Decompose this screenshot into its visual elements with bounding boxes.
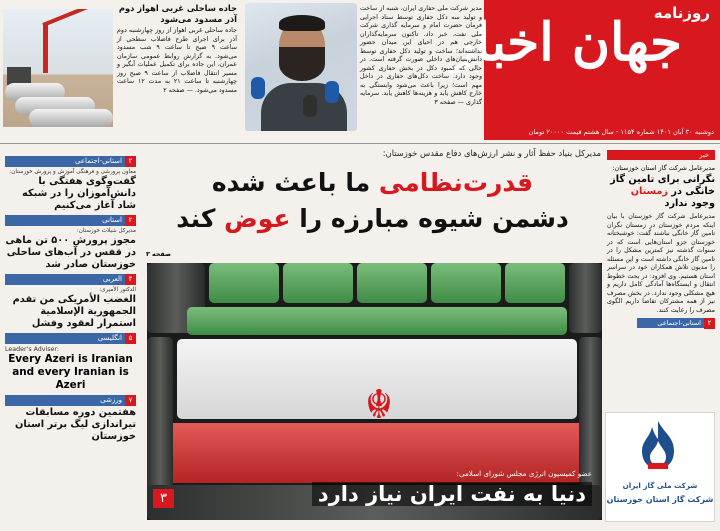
masthead-subtitle: روزنامه (653, 4, 710, 22)
sidebar-headline: هفتمین دوره مسابقات تیراندازی لیگ برتر استان خوزستان (15, 407, 136, 442)
masthead-issue-info: دوشنبه ۳۰ آبان ۱۴۰۱ شماره ۱۱۵۴ - سال هشتم قیمت ۲۰۰۰۰ تومان (528, 128, 714, 136)
right-column-story (607, 150, 715, 522)
sidebar-kicker: Leader's Adviser: (5, 346, 60, 353)
sidebar-item (5, 333, 136, 392)
sidebar-kicker: الدکتور الأمیری: (99, 287, 136, 293)
top-left-headline: جاده ساحلی غربی اهواز دوم آذر مسدود می‌شود (118, 3, 237, 24)
photo-headline: دنیا به نفت ایران نیاز دارد (312, 482, 592, 506)
sidebar-item (5, 215, 136, 271)
lead-headline-line1: قدرت‌نظامی ما باعث شده (211, 168, 534, 197)
photo-kicker: عضو کمیسیون انرژی مجلس شورای اسلامی: (456, 469, 592, 478)
sidebar-item (5, 156, 136, 212)
microphone-icon (325, 81, 339, 103)
lead-story (142, 148, 603, 520)
section-tag: ۲ استانی (5, 215, 136, 226)
sidebar-headline: مجوز پرورش ۵۰۰ تن ماهی در قفس در آب‌های ساحلی خوزستان صادر شد (5, 235, 136, 270)
oil-barrels-photo (147, 263, 602, 520)
iran-emblem-icon: ☬ (364, 382, 394, 428)
sidebar-item (5, 274, 136, 330)
masthead (450, 0, 720, 140)
gas-flame-logo-icon (634, 419, 682, 471)
top-left-text: جاده ساحلی غربی اهواز از روز چهارشنبه دوم آذر برای اجرای طرح فاضلاب سطحی از ساعت ۹ صبح تا ساعت ۹ شب مسدود می‌شود. به گزارش روابط عمومی سازمان عمران، این جاده برای تکمیل عملیات آبگیر و مسیر انتقال فاضلاب از ساعت ۹ صبح روز چهارشنبه تا ساعت ۲۱ به مدت ۱۲ ساعت مسدود می‌شود. — صفحه ۲ (117, 27, 237, 94)
section-tag: ۴ العربی (5, 274, 136, 285)
sidebar-headline: گفت‌وگوی هفتگی با دانش‌آموزان را در شبکه شاد آغاز می‌کنیم (21, 176, 136, 211)
microphone-icon (303, 95, 317, 117)
page-number-badge: ۳ (153, 489, 174, 508)
top-middle-text: مدیر شرکت ملی حفاری ایران، شنبه از ساخت و تولید سه دکل حفاری توسط ستاد اجرایی فرمان حضرت امام و سرمایه گذاری شرکت ملی نفت، خبر داد. تاکنون سرمایه‌گذاران خارجی هم در احیای این میدان حضور نداشته‌اند؛ ساخت و تولید دکل حفاری توسط دانش‌بنیان‌های داخلی صورت گرفته است. در حالی که کمبود دکل در بخش حفاری کشور وجود دارد. ساخت دکل‌های حفاری در داخل مهم است؛ زیرا باعث می‌شود وابستگی به خارج کاهش یابد و هزینه‌ها کاهش یابد. سرمایه گذاری — صفحه ۳ (360, 5, 482, 106)
news-tag: خبر (607, 150, 715, 160)
road-works-photo (3, 9, 113, 127)
section-tag: ۲ استانی-اجتماعی (637, 318, 715, 328)
sidebar-index (5, 153, 136, 523)
section-tag: ۲ استانی-اجتماعی (5, 156, 136, 167)
sidebar-headline: الغضب الأمریکی من تقدم الجمهوریة الإسلامیة استمرار لعقود وفشل (12, 294, 136, 329)
right-headline: نگرانی برای تامین گاز خانگی در زمستان وجود ندارد (610, 174, 715, 209)
gas-company-ad (605, 412, 715, 522)
sidebar-headline: Every Azeri is Iranian and every Iranian is Azeri (8, 353, 133, 391)
section-tag: ۵ انگلیسی (5, 333, 136, 344)
section-tag: ۷ ورزشی (5, 395, 136, 406)
official-photo (245, 3, 357, 131)
microphone-icon (251, 77, 265, 99)
ad-company-name: شرکت ملی گاز ایران (622, 481, 698, 490)
masthead-title: جهان اخبار (450, 12, 682, 73)
divider (0, 143, 720, 144)
lead-kicker: مدیرکل بنیاد حفظ آثار و نشر ارزش‌های دفاع مقدس خوزستان: (382, 148, 601, 158)
lead-headline-line2: دشمن شیوه مبارزه را عوض کند (176, 204, 569, 233)
right-kicker: مدیرعامل شرکت گاز استان خوزستان: (612, 164, 715, 172)
right-body: مدیرعامل شرکت گاز خوزستان با بیان اینکه مردم خوزستان در زمستان نگران تامین گاز خانگی نباشند گفت: خوشبختانه خوزستان جزو استان‌هایی است که در سنوات گذشته نیز کمترین مشکل را در تامین گاز خانگی داشته است و این مسئله را مدیون تلاش همکاران خود در سراسر استان هستیم. وی افزود: در بحث خطوط انتقال و ایستگاه‌ها آمادگی کامل داریم و هیچ مشکلی وجود ندارد. در بخش مصرف نیز از همه مشترکان تقاضا داریم الگوی مصرف را رعایت کنند. (607, 213, 715, 314)
ad-company-subname: شرکت گاز استان خوزستان (606, 495, 714, 504)
lead-page-ref: صفحه ۳ (146, 251, 172, 258)
top-left-story (3, 3, 237, 135)
top-middle-story (245, 3, 483, 135)
sidebar-item (5, 395, 136, 443)
sidebar-kicker: مدیرکل شیلات خوزستان: (76, 228, 136, 234)
sidebar-kicker: معاون پرورشی و فرهنگی آموزش و پرورش خوزستان: (9, 169, 136, 175)
